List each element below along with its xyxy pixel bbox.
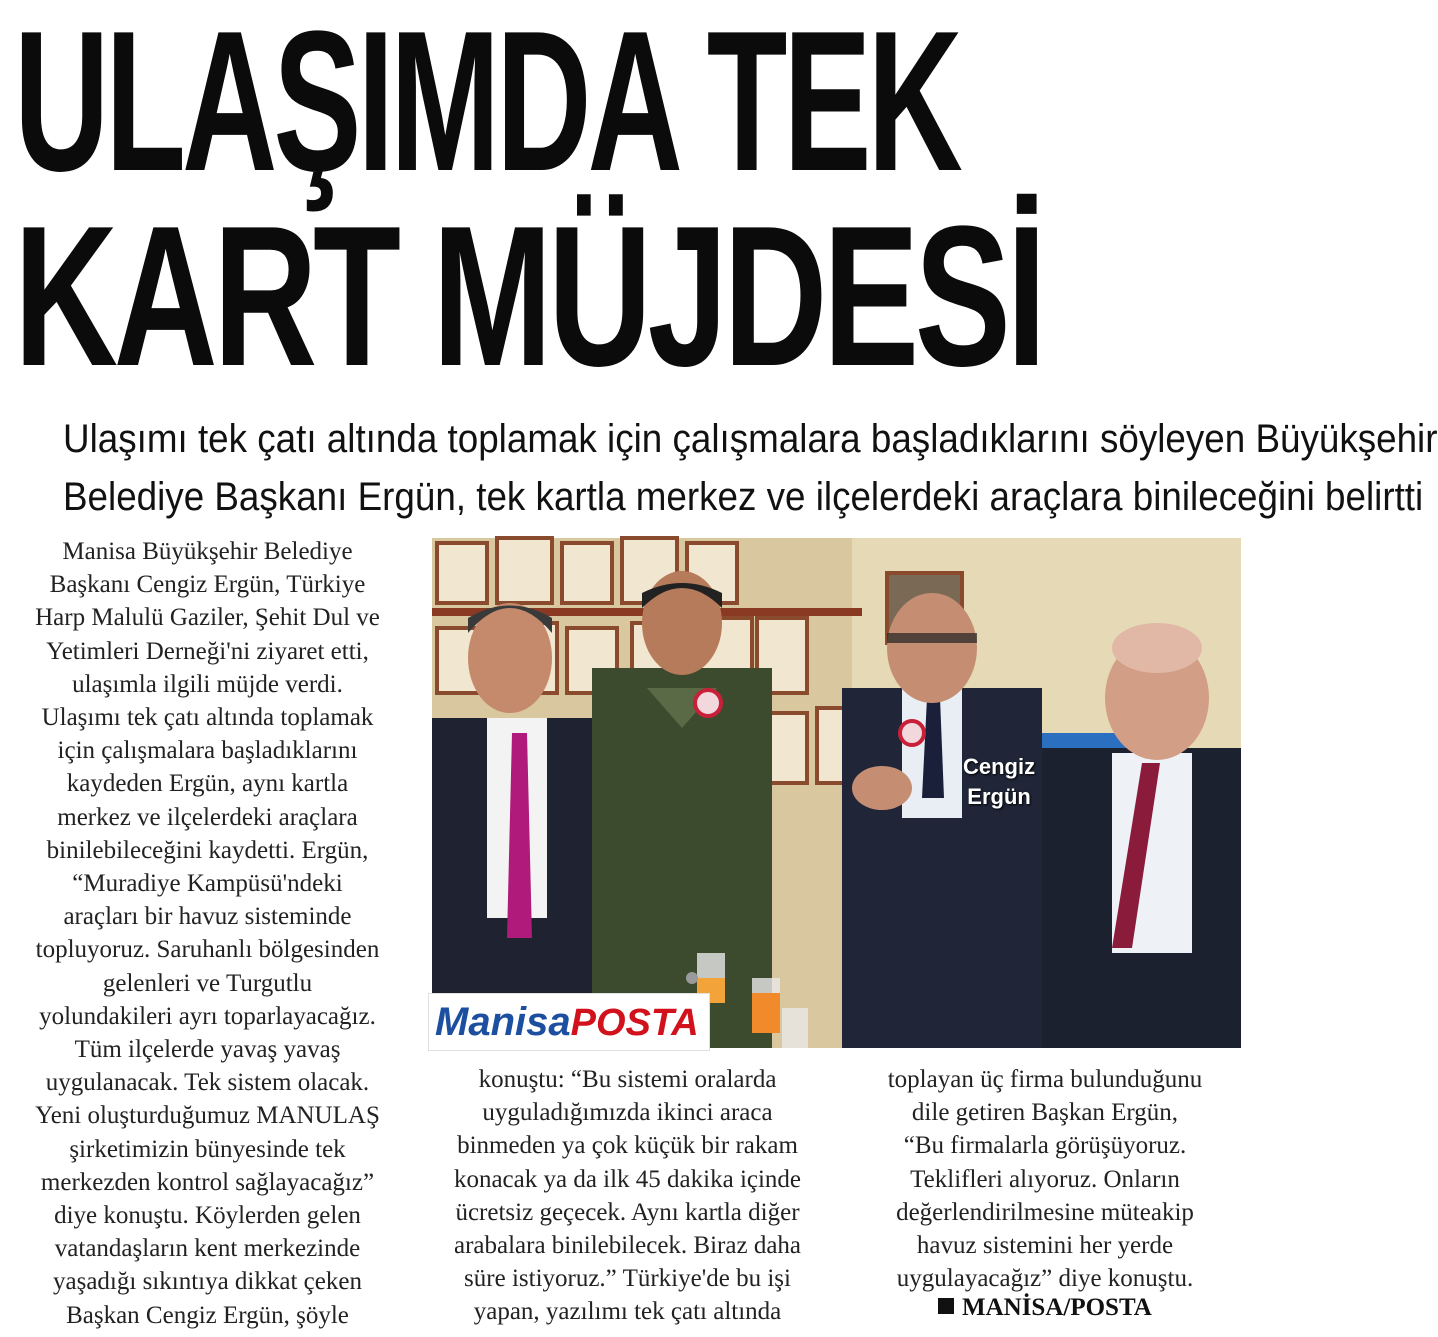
body-text-line: şirketimizin bünyesinde tek bbox=[69, 1135, 346, 1163]
body-text-line: topluyoruz. Saruhanlı bölgesinden bbox=[35, 936, 380, 964]
body-text-line: süre istiyoruz.” Türkiye'de bu işi bbox=[464, 1265, 791, 1293]
body-text-line: Teklifleri alıyoruz. Onların bbox=[910, 1165, 1180, 1193]
body-text-line: ücretsiz geçecek. Aynı kartla diğer bbox=[455, 1198, 800, 1226]
photo-caption-line-1: Cengiz bbox=[963, 754, 1036, 779]
body-column-1 bbox=[10, 535, 405, 1332]
deck-subheadline bbox=[63, 410, 1438, 526]
body-text-line: merkez ve ilçelerdeki araçlara bbox=[57, 803, 358, 831]
body-text-line: yaşadığı sıkıntıya dikkat çeken bbox=[53, 1268, 362, 1296]
body-text-line: “Muradiye Kampüsü'ndeki bbox=[72, 870, 343, 898]
body-text-line: uygulayacağız” diye konuştu. bbox=[896, 1265, 1194, 1293]
signoff-text: MANİSA/POSTA bbox=[962, 1294, 1152, 1321]
body-text-line: uyguladığımızda ikinci araca bbox=[482, 1099, 773, 1127]
body-text-line: Başkanı Cengiz Ergün, Türkiye bbox=[49, 571, 366, 599]
body-text-line: araçları bir havuz sisteminde bbox=[63, 903, 352, 931]
logo-posta: POSTA bbox=[570, 1002, 699, 1044]
body-text-line: uygulanacak. Tek sistem olacak. bbox=[45, 1069, 370, 1097]
body-text-line: vatandaşların kent merkezinde bbox=[54, 1235, 361, 1263]
headline bbox=[14, 0, 1239, 408]
body-text-line: ulaşımla ilgili müjde verdi. bbox=[72, 670, 343, 698]
body-text-line: Manisa Büyükşehir Belediye bbox=[62, 538, 353, 565]
body-text-line: gelenleri ve Turgutlu bbox=[102, 969, 313, 997]
deck-line-2: Belediye Başkanı Ergün, tek kartla merkez ve ilçelerdeki araçlara binileceğini belirtti bbox=[63, 475, 1424, 519]
body-text-line: Yetimleri Derneği'ni ziyaret etti, bbox=[46, 637, 369, 665]
publication-logo bbox=[428, 993, 710, 1051]
body-text-line: Ulaşımı tek çatı altında toplamak bbox=[41, 704, 374, 732]
body-text-line: kaydeden Ergün, aynı kartla bbox=[66, 770, 349, 798]
body-column-2 bbox=[425, 1063, 830, 1329]
news-photo bbox=[432, 538, 1241, 1048]
body-text-line: binilebileceğini kaydetti. Ergün, bbox=[46, 836, 369, 864]
body-text-line: yolundakileri ayrı toparlayacağız. bbox=[39, 1002, 376, 1030]
body-text-line: konacak ya da ilk 45 dakika içinde bbox=[453, 1165, 802, 1193]
photo-caption-person bbox=[963, 752, 1035, 812]
body-text-line: binmeden ya çok küçük bir rakam bbox=[457, 1132, 798, 1160]
body-text-line: Harp Malulü Gaziler, Şehit Dul ve bbox=[35, 604, 380, 632]
logo-manisa: Manisa bbox=[435, 1000, 571, 1044]
byline-signoff bbox=[938, 1294, 1152, 1322]
body-text-line: Başkan Cengiz Ergün, şöyle bbox=[66, 1301, 349, 1329]
body-text-line: “Bu firmalarla görüşüyoruz. bbox=[903, 1132, 1187, 1160]
body-text-line: merkezden kontrol sağlayacağız” bbox=[40, 1168, 375, 1196]
body-text-line: değerlendirilmesine müteakip bbox=[896, 1198, 1194, 1226]
body-text-line: konuştu: “Bu sistemi oralarda bbox=[478, 1066, 777, 1093]
body-text-line: arabalara binilebilecek. Biraz daha bbox=[453, 1232, 802, 1260]
body-text-line: dile getiren Başkan Ergün, bbox=[911, 1099, 1179, 1127]
body-column-3 bbox=[845, 1063, 1245, 1295]
body-text-line: Yeni oluşturduğumuz MANULAŞ bbox=[35, 1102, 380, 1130]
body-text-line: diye konuştu. Köylerden gelen bbox=[54, 1202, 361, 1230]
headline-line-1: ULAŞIMDA TEK bbox=[14, 0, 959, 213]
body-text-line: havuz sistemini her yerde bbox=[916, 1232, 1174, 1260]
body-text-line: Tüm ilçelerde yavaş yavaş bbox=[74, 1036, 341, 1064]
body-text-line: toplayan üç firma bulunduğunu bbox=[887, 1066, 1203, 1093]
body-text-line: için çalışmalara başladıklarını bbox=[57, 737, 358, 765]
deck-line-1: Ulaşımı tek çatı altında toplamak için çalışmalara başladıklarını söyleyen Büyükşehir bbox=[63, 417, 1438, 461]
photo-caption-line-2: Ergün bbox=[967, 784, 1031, 809]
body-text-line: yapan, yazılımı tek çatı altında bbox=[473, 1298, 782, 1326]
photo-illustration bbox=[432, 538, 1241, 1048]
headline-line-2: KART MÜJDESİ bbox=[14, 185, 1043, 408]
square-bullet-icon bbox=[938, 1298, 954, 1314]
